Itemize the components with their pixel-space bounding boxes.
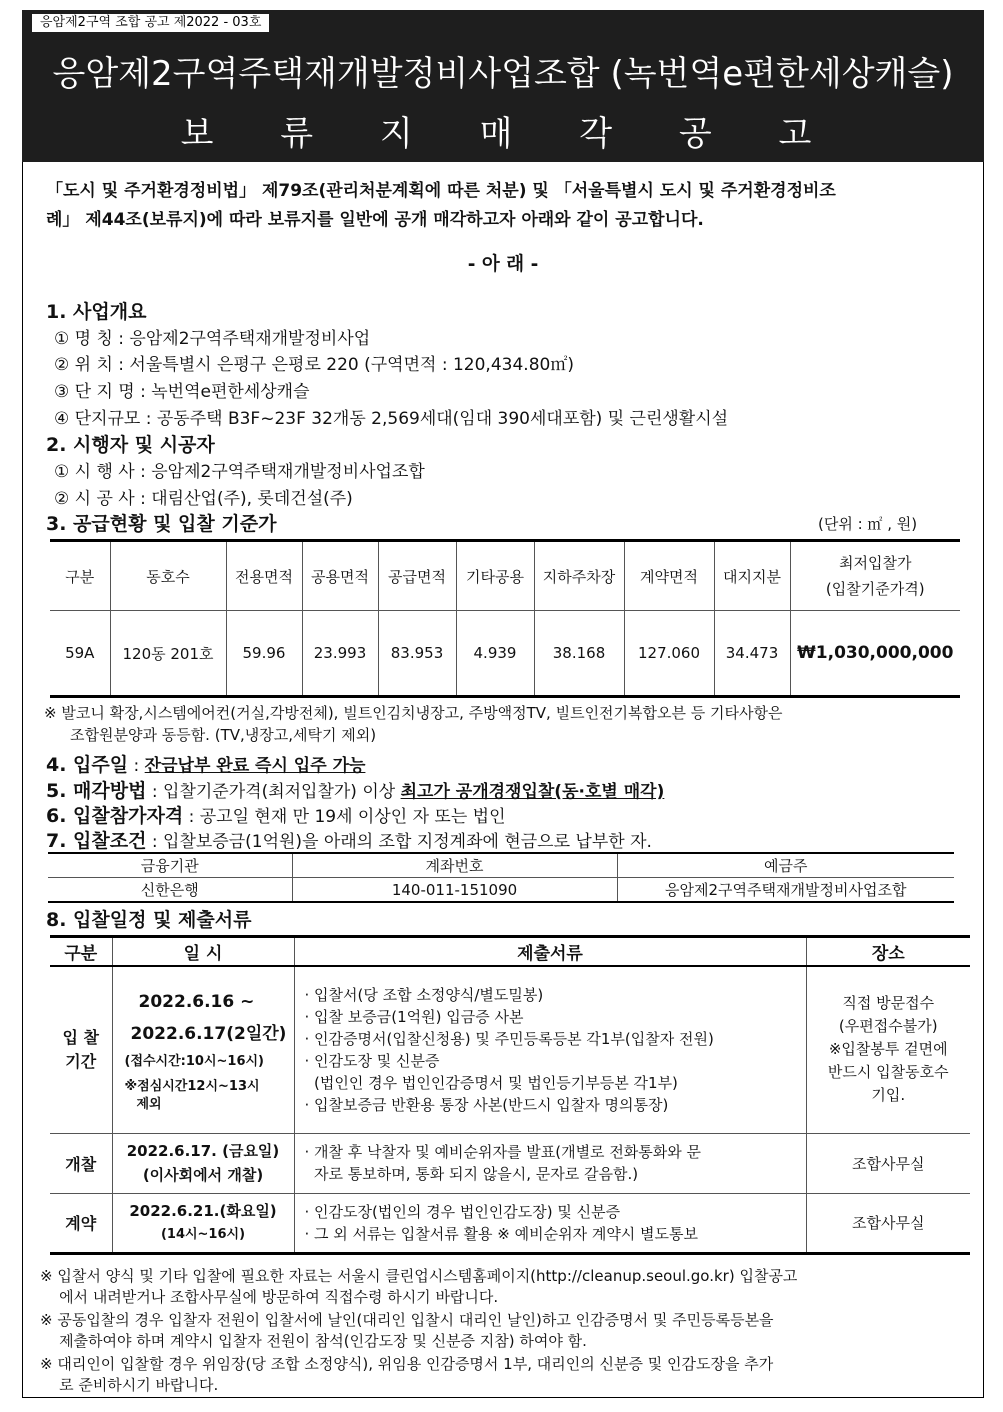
opening-date-2: (이사회에서 개찰) xyxy=(142,1166,264,1184)
bank-name: 신한은행 xyxy=(48,878,292,903)
contract-date-cell xyxy=(112,1193,294,1253)
condition-value: 입찰보증금(1억원)을 아래의 조합 지정계좌에 현금으로 납부한 자. xyxy=(163,832,652,852)
table-row xyxy=(50,611,960,697)
header-cell: 일 시 xyxy=(112,937,294,967)
title-line-2: 보 류 지 매 각 공 고 xyxy=(180,114,826,154)
table-header-row xyxy=(48,853,954,878)
section-6 xyxy=(46,801,506,828)
below-heading: - 아 래 - xyxy=(467,254,539,275)
contract-docs-cell xyxy=(294,1193,806,1253)
cell-parking: 38.168 xyxy=(534,611,624,697)
opening-date-1: 2022.6.17. (금요일) xyxy=(126,1142,280,1160)
doc-item: · 입찰 보증금(1억원) 입금증 사본 xyxy=(304,1007,524,1026)
footnote: 에서 내려받거나 조합사무실에 방문하여 직접수령 하시기 바랍니다. xyxy=(40,1288,499,1306)
header-cell: 공급면적 xyxy=(378,541,456,611)
lunch-note-2: 제외 xyxy=(136,1096,162,1112)
header-cell: 공용면적 xyxy=(302,541,378,611)
place-line: 직접 방문접수 xyxy=(842,994,935,1013)
opening-docs-cell xyxy=(294,1133,806,1193)
doc-item: (법인인 경우 법인인감증명서 및 법인등기부등본 각1부) xyxy=(304,1073,678,1092)
contract-place: 조합사무실 xyxy=(806,1193,970,1253)
row-label-contract: 계약 xyxy=(50,1193,112,1253)
bid-date-cell xyxy=(112,966,294,1133)
header-cell: 동호수 xyxy=(110,541,226,611)
table-row xyxy=(50,1193,970,1253)
title-line-1: 응암제2구역주택재개발정비사업조합 (녹번역e편한세상캐슬) xyxy=(52,54,954,94)
footnote: ※ 공동입찰의 경우 입찰자 전원이 입찰서에 날인(대리인 입찰시 대리인 날인)하고 인감증명서 및 주민등록등본을 xyxy=(40,1311,774,1329)
sec1-item: ③ 단 지 명 : 녹번역e편한세상캐슬 xyxy=(54,382,310,402)
header-cell: 기타공용 xyxy=(456,541,534,611)
section-8-title: 8. 입찰일정 및 제출서류 xyxy=(46,909,252,931)
place-line: 반드시 입찰동호수 xyxy=(827,1063,949,1082)
sale-method-value: 입찰기준가격(최저입찰가) 이상 xyxy=(163,782,401,802)
footnote: 제출하여야 하며 계약시 입찰자 전원이 참석(인감도장 및 신분증 지참) 하여야 함. xyxy=(40,1332,587,1350)
header-cell: 계좌번호 xyxy=(292,853,617,878)
cell-supply-area: 83.953 xyxy=(378,611,456,697)
doc-item: · 개찰 후 낙찰자 및 예비순위자를 발표(개별로 전화통화와 문 xyxy=(304,1143,702,1161)
header-cell: 제출서류 xyxy=(294,937,806,967)
footnote: 로 준비하시기 바랍니다. xyxy=(40,1376,219,1394)
doc-item: · 입찰보증금 반환용 통장 사본(반드시 입찰자 명의통장) xyxy=(304,1095,669,1114)
unit-label: (단위 : ㎡ , 원) xyxy=(818,515,918,533)
sec2-item: ① 시 행 사 : 응암제2구역주택재개발정비사업조합 xyxy=(54,462,425,482)
bid-date-2: 2022.6.17(2일간) xyxy=(130,1023,287,1044)
move-in-value: 잔금납부 완료 즉시 입주 가능 xyxy=(144,756,366,776)
contract-date-2: (14시~16시) xyxy=(160,1226,246,1242)
section-7-title: 7. 입찰조건 xyxy=(46,830,147,852)
header-cell: 장소 xyxy=(806,937,970,967)
section-7 xyxy=(46,826,652,853)
bid-place-cell xyxy=(806,966,970,1133)
place-line: 기입. xyxy=(871,1086,906,1105)
supply-note-1: ※ 발코니 확장,시스템에어컨(거실,각방전체), 빌트인김치냉장고, 주방액정TV, 빌트인전기복합오븐 등 기타사항은 xyxy=(44,704,783,722)
header-min-price: 최저입찰가 xyxy=(839,554,912,572)
cell-unit: 120동 201호 xyxy=(110,611,226,697)
footnote: ※ 입찰서 양식 및 기타 입찰에 필요한 자료는 서울시 클린업시스템홈페이지(http://cleanup.seoul.go.kr) 입찰공고 xyxy=(40,1267,798,1285)
section-4-sep: : xyxy=(128,756,145,776)
table-row xyxy=(50,966,970,1133)
section-2-title: 2. 시행자 및 시공자 xyxy=(46,434,215,456)
doc-item: · 인감도장(법인의 경우 법인인감도장) 및 신분증 xyxy=(304,1202,621,1221)
section-4-title: 4. 입주일 xyxy=(46,754,129,776)
account-holder: 응암제2구역주택재개발정비사업조합 xyxy=(617,878,954,903)
label-line: 입 찰 xyxy=(62,1027,99,1047)
bid-time: (접수시간:10시~16시) xyxy=(124,1053,265,1069)
notice-number: 응암제2구역 조합 공고 제2022 - 03호 xyxy=(32,14,269,32)
section-6-title: 6. 입찰참가자격 xyxy=(46,805,184,827)
cell-type: 59A xyxy=(50,611,110,697)
header-cell-min-price xyxy=(790,541,960,611)
sec1-item: ② 위 치 : 서울특별시 은평구 은평로 220 (구역면적 : 120,434.80㎡) xyxy=(54,355,574,375)
header-cell: 지하주차장 xyxy=(534,541,624,611)
opening-date-cell xyxy=(112,1133,294,1193)
header-cell: 전용면적 xyxy=(226,541,302,611)
table-row xyxy=(48,878,954,903)
sale-method-underline: 최고가 공개경쟁입찰(동·호별 매각) xyxy=(400,782,665,802)
account-number: 140-011-151090 xyxy=(292,878,617,903)
sec2-item: ② 시 공 사 : 대림산업(주), 롯데건설(주) xyxy=(54,489,353,509)
section-5-sep: : xyxy=(146,782,164,802)
label-line: 기간 xyxy=(65,1051,97,1071)
doc-item: 자로 통보하며, 통화 되지 않을시, 문자로 갈음함.) xyxy=(304,1165,639,1183)
doc-item: · 그 외 서류는 입찰서류 활용 ※ 예비순위자 계약시 별도통보 xyxy=(304,1224,699,1243)
header-cell: 계약면적 xyxy=(624,541,714,611)
opening-place: 조합사무실 xyxy=(806,1133,970,1193)
sec1-item: ④ 단지규모 : 공동주택 B3F~23F 32개동 2,569세대(임대 390세대포함) 및 근린생활시설 xyxy=(54,409,729,429)
header-cell: 구분 xyxy=(50,937,112,967)
section-1-title: 1. 사업개요 xyxy=(46,301,147,323)
header-cell: 구분 xyxy=(50,541,110,611)
bid-date-1: 2022.6.16 ~ xyxy=(138,991,255,1012)
title-banner xyxy=(22,10,984,162)
cell-other-common: 4.939 xyxy=(456,611,534,697)
section-4 xyxy=(46,750,365,777)
place-line: ※입찰봉투 겉면에 xyxy=(828,1040,948,1059)
contract-date-1: 2022.6.21.(화요일) xyxy=(129,1201,277,1220)
intro-line-1: 「도시 및 주거환경정비법」 제79조(관리처분계획에 따른 처분) 및 「서울특별시 도시 및 주거환경정비조 xyxy=(46,181,836,201)
lunch-note-1: ※점심시간12시~13시 xyxy=(124,1078,260,1094)
header-cell: 대지지분 xyxy=(714,541,790,611)
doc-item: · 인감증명서(입찰신청용) 및 주민등록등본 각1부(입찰자 전원) xyxy=(304,1029,714,1048)
row-label-opening: 개찰 xyxy=(50,1133,112,1193)
section-5-title: 5. 매각방법 xyxy=(46,780,147,802)
section-5 xyxy=(46,776,664,803)
account-table xyxy=(48,852,954,903)
bid-docs-cell xyxy=(294,966,806,1133)
doc-item: · 입찰서(당 조합 소정양식/별도밀봉) xyxy=(304,985,544,1004)
cell-land-share: 34.473 xyxy=(714,611,790,697)
table-header-row xyxy=(50,541,960,611)
table-header-row xyxy=(50,937,970,967)
cell-contract-area: 127.060 xyxy=(624,611,714,697)
row-label-bid xyxy=(50,966,112,1133)
place-line: (우편접수불가) xyxy=(838,1017,938,1036)
intro-line-2: 례」 제44조(보류지)에 따라 보류지를 일반에 공개 매각하고자 아래와 같이 공고합니다. xyxy=(46,210,704,230)
section-6-sep: : xyxy=(183,807,200,827)
header-cell: 금융기관 xyxy=(48,853,292,878)
section-7-sep: : xyxy=(146,832,164,852)
table-row xyxy=(50,1133,970,1193)
eligibility-value: 공고일 현재 만 19세 이상인 자 또는 법인 xyxy=(199,807,506,827)
cell-exclusive-area: 59.96 xyxy=(226,611,302,697)
supply-table xyxy=(50,539,960,698)
header-base-price: (입찰기준가격) xyxy=(825,580,925,598)
footnote: ※ 대리인이 입찰할 경우 위임장(당 조합 소정양식), 위임용 인감증명서 1부, 대리인의 신분증 및 인감도장을 추가 xyxy=(40,1355,774,1373)
sec1-item: ① 명 칭 : 응암제2구역주택재개발정비사업 xyxy=(54,329,371,349)
section-3-title: 3. 공급현황 및 입찰 기준가 xyxy=(46,513,277,535)
supply-note-2: 조합원분양과 동등함. (TV,냉장고,세탁기 제외) xyxy=(70,726,377,744)
header-cell: 예금주 xyxy=(617,853,954,878)
cell-min-price: ₩1,030,000,000 xyxy=(790,611,960,697)
cell-common-area: 23.993 xyxy=(302,611,378,697)
doc-item: · 인감도장 및 신분증 xyxy=(304,1051,440,1070)
schedule-table xyxy=(50,935,970,1255)
